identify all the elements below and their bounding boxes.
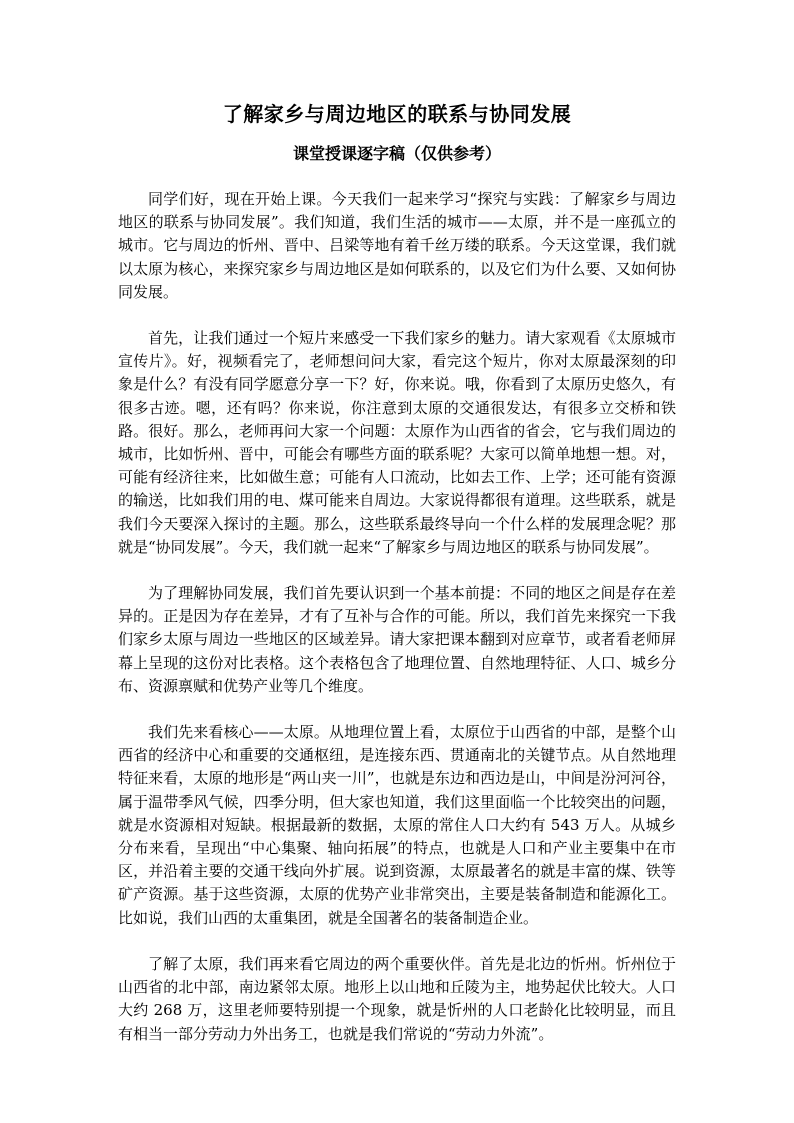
paragraph: 为了理解协同发展，我们首先要认识到一个基本前提：不同的地区之间是存在差异的。正是因为存在差异，才有了互补与合作的可能。所以，我们首先来探究一下我们家乡太原与周边一些地区的区域差异。请大家把课本翻到对应章节，或者看老师屏幕上呈现的这份对比表格。这个表格包含了地理位置、自然地理特征、人口、城乡分布、资源禀赋和优势产业等几个维度。 xyxy=(118,584,676,695)
paragraph: 首先，让我们通过一个短片来感受一下我们家乡的魅力。请大家观看《太原城市宣传片》。好，视频看完了，老师想问问大家，看完这个短片，你对太原最深刻的印象是什么？有没有同学愿意分享一下？好，你来说。哦，你看到了太原历史悠久，有很多古迹。嗯，还有吗？你来说，你注意到太原的交通很发达，有很多立交桥和铁路。很好。那么，老师再问大家一个问题：太原作为山西省的省会，它与我们周边的城市，比如忻州、晋中，可能会有哪些方面的联系呢？大家可以简单地想一想。对，可能有经济往来，比如做生意；可能有人口流动，比如去工作、上学；还可能有资源的输送，比如我们用的电、煤可能来自周边。大家说得都很有道理。这些联系，就是我们今天要深入探讨的主题。那么，这些联系最终导向一个什么样的发展理念呢？那就是“协同发展”。今天，我们就一起来“了解家乡与周边地区的联系与协同发展”。 xyxy=(118,329,676,556)
paragraph: 同学们好，现在开始上课。今天我们一起来学习“探究与实践：了解家乡与周边地区的联系与协同发展”。我们知道，我们生活的城市——太原，并不是一座孤立的城市。它与周边的忻州、晋中、吕梁等地有着千丝万缕的联系。今天这堂课，我们就以太原为核心，来探究家乡与周边地区是如何联系的，以及它们为什么要、又如何协同发展。 xyxy=(118,190,676,301)
paragraph: 我们先来看核心——太原。从地理位置上看，太原位于山西省的中部，是整个山西省的经济中心和重要的交通枢纽，是连接东西、贯通南北的关键节点。从自然地理特征来看，太原的地形是“两山夹一川”，也就是东边和西边是山，中间是汾河河谷，属于温带季风气候，四季分明，但大家也知道，我们这里面临一个比较突出的问题，就是水资源相对短缺。根据最新的数据，太原的常住人口大约有 543 万人。从城乡分布来看，呈现出“中心集聚、轴向拓展”的特点，也就是人口和产业主要集中在市区，并沿着主要的交通干线向外扩展。说到资源，太原最著名的就是丰富的煤、铁等矿产资源。基于这些资源，太原的优势产业非常突出，主要是装备制造和能源化工。比如说，我们山西的太重集团，就是全国著名的装备制造企业。 xyxy=(118,723,676,927)
document-body xyxy=(118,188,676,1046)
document-subtitle: 课堂授课逐字稿（仅供参考） xyxy=(292,144,501,163)
paragraph: 了解了太原，我们再来看它周边的两个重要伙伴。首先是北边的忻州。忻州位于山西省的北中部，南边紧邻太原。地形上以山地和丘陵为主，地势起伏比较大。人口大约 268 万，这里老师要特别提一个现象，就是忻州的人口老龄化比较明显，而且有相当一部分劳动力外出务工，也就是我们常说的“劳动力外流”。 xyxy=(118,954,676,1043)
document-title: 了解家乡与周边地区的联系与协同发展 xyxy=(222,102,572,126)
